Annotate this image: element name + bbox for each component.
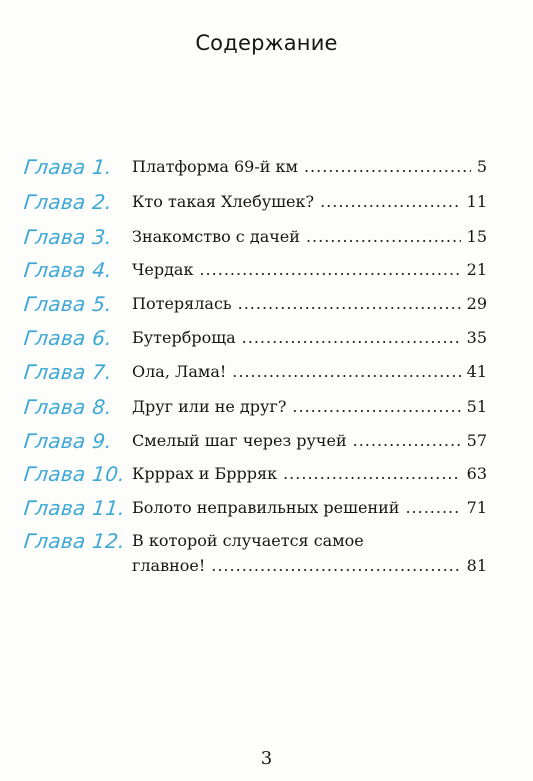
chapter-label: Глава 8. <box>22 395 114 419</box>
dot-leader <box>304 157 471 176</box>
toc-entry-3 <box>0 225 533 257</box>
toc-row <box>132 157 487 176</box>
dot-leader <box>242 328 461 347</box>
toc-entry-11 <box>0 496 533 528</box>
chapter-label: Глава 2. <box>22 190 114 214</box>
page-number: 5 <box>476 157 487 176</box>
dot-leader <box>306 227 461 246</box>
chapter-title: Друг или не друг? <box>132 397 287 416</box>
toc-row <box>132 498 487 517</box>
toc-entry-5 <box>0 292 533 324</box>
dot-leader <box>283 464 461 483</box>
toc-row <box>132 464 487 483</box>
page-title: Содержание <box>195 31 338 55</box>
page-number: 81 <box>466 556 487 575</box>
toc-entry-7 <box>0 360 533 392</box>
dot-leader <box>353 431 461 450</box>
chapter-title: Кто такая Хлебушек? <box>132 192 315 211</box>
toc-row <box>132 192 487 211</box>
chapter-title: Чердак <box>132 260 194 279</box>
toc-row <box>132 556 487 575</box>
page-number: 57 <box>466 431 487 450</box>
chapter-label: Глава 5. <box>22 292 114 316</box>
page-number: 29 <box>466 294 487 313</box>
page-number: 71 <box>466 498 487 517</box>
page-number: 51 <box>466 397 487 416</box>
chapter-title: Потерялась <box>132 294 232 313</box>
toc-row <box>132 260 487 279</box>
chapter-label: Глава 12. <box>22 529 127 553</box>
page-number: 35 <box>466 328 487 347</box>
chapter-title: Бутерброща <box>132 328 236 347</box>
chapter-label: Глава 11. <box>22 496 127 520</box>
chapter-label: Глава 1. <box>22 155 114 179</box>
page-folio: 3 <box>260 748 273 769</box>
page-number: 15 <box>466 227 487 246</box>
dot-leader <box>211 556 460 575</box>
toc-entry-2 <box>0 190 533 222</box>
page-number: 21 <box>466 260 487 279</box>
chapter-label: Глава 7. <box>22 360 114 384</box>
toc-entry-1 <box>0 155 533 187</box>
chapter-label: Глава 3. <box>22 225 114 249</box>
chapter-label: Глава 10. <box>22 462 127 486</box>
chapter-title: Смелый шаг через ручей <box>132 431 347 450</box>
toc-row <box>132 362 487 381</box>
dot-leader <box>320 192 461 211</box>
toc-row <box>132 431 487 450</box>
dot-leader <box>238 294 461 313</box>
dot-leader <box>232 362 460 381</box>
page-number: 63 <box>466 464 487 483</box>
toc-entry-6 <box>0 326 533 358</box>
chapter-title: Крррах и Бррряк <box>132 464 278 483</box>
toc-entry-8 <box>0 395 533 427</box>
page-number: 11 <box>466 192 487 211</box>
chapter-title: Ола, Лама! <box>132 362 227 381</box>
chapter-label: Глава 9. <box>22 429 114 453</box>
toc-row <box>132 227 487 246</box>
toc-row <box>132 397 487 416</box>
toc-row <box>132 328 487 347</box>
chapter-title-line-2: главное! <box>132 556 206 575</box>
toc-row <box>132 294 487 313</box>
chapter-title: Болото неправильных решений <box>132 498 400 517</box>
dot-leader <box>199 260 460 279</box>
toc-entry-10 <box>0 462 533 494</box>
page-number: 41 <box>466 362 487 381</box>
chapter-title-line-1: В которой случается самое <box>132 531 364 550</box>
toc-entry-4 <box>0 258 533 290</box>
chapter-title: Платформа 69-й км <box>132 157 298 176</box>
chapter-title: Знакомство с дачей <box>132 227 300 246</box>
chapter-label: Глава 4. <box>22 258 114 282</box>
dot-leader <box>405 498 460 517</box>
chapter-label: Глава 6. <box>22 326 114 350</box>
dot-leader <box>292 397 460 416</box>
toc-entry-12 <box>0 529 533 593</box>
toc-entry-9 <box>0 429 533 461</box>
